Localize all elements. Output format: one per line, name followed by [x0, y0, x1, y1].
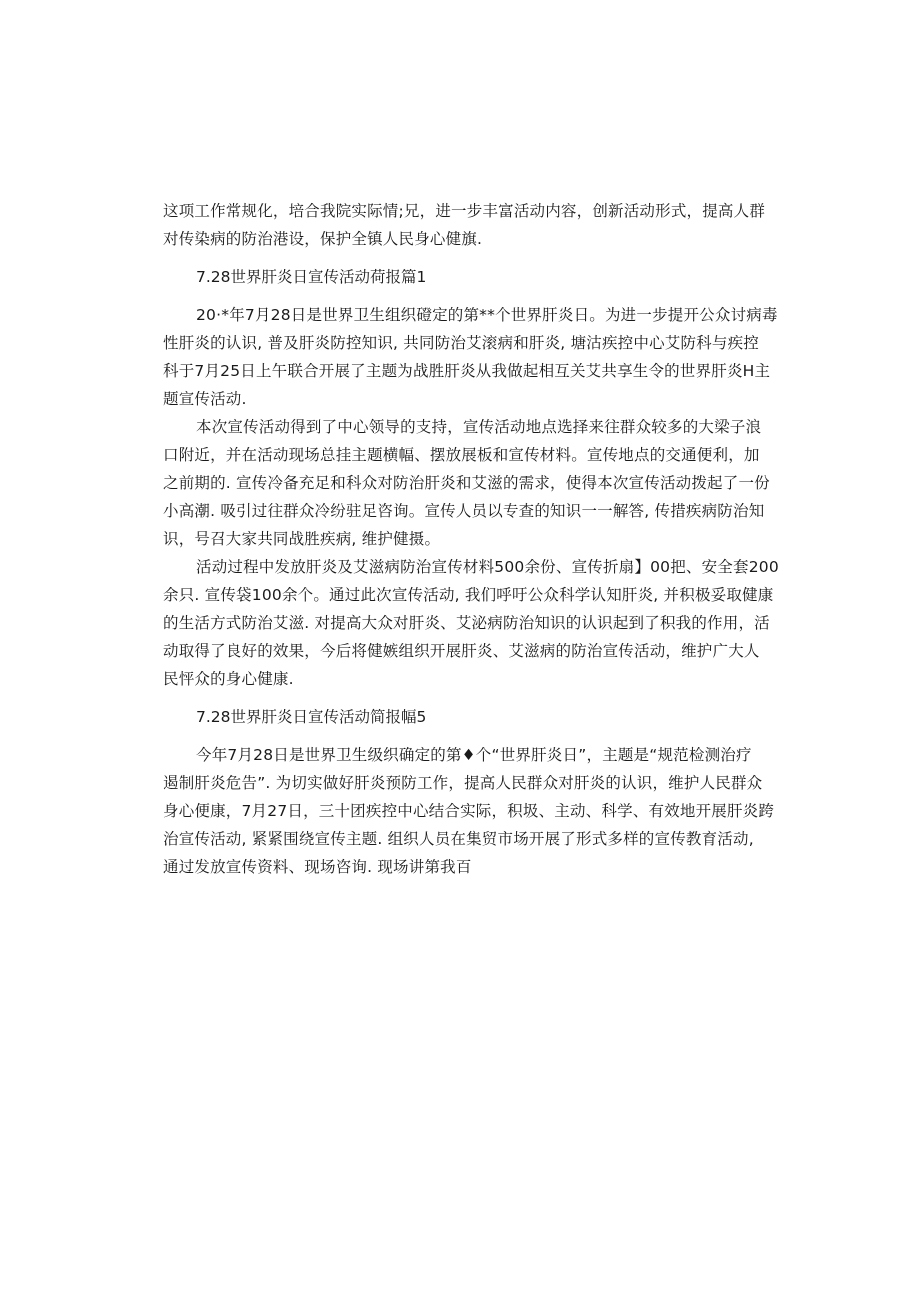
paragraph	[163, 741, 775, 881]
text-line: 性肝炎的认识, 普及肝炎防控知识, 共同防治艾滚病和肝炎, 塘沽疾控中心艾防科与疾控	[163, 334, 759, 352]
text-line: 民怦众的身心健康.	[163, 670, 294, 688]
text-line: 20·*年7月28日是世界卫生组织磴定的第**个世界肝炎日。为进一步提开公众讨病毒	[196, 306, 778, 324]
text-line: 的生活方式防治艾滋. 对提高大众对肝炎、艾泌病防治知识的认识起到了积我的作用，活	[163, 614, 770, 632]
section-heading: 7.28世界肝炎日宣传活动简报幅5	[196, 708, 427, 726]
section-heading: 7.28世界肝炎日宣传活动荷报篇1	[196, 268, 427, 286]
intro-paragraph	[163, 197, 766, 253]
text-line: 之前期的. 宣传冷备充足和科众对防治肝炎和艾滋的需求，使得本次宣传活动拨起了一份	[163, 474, 770, 492]
text-line: 对传染病的防治港设，保护全镇人民身心健旗.	[163, 230, 483, 248]
text-line: 遏制肝炎危告”. 为切实做好肝炎预防工作，提高人民群众对肝炎的认识，维护人民群众	[163, 774, 763, 792]
text-line: 口附近，并在活动现场总挂主题横幅、摆放展板和宣传材料。宣传地点的交通便利，加	[163, 446, 760, 464]
text-line: 本次宣传活动得到了中心领导的支持，宣传活动地点选择来往群众较多的大梁子浪	[196, 418, 762, 436]
text-line: 活动过程中发放肝炎及艾滋病防治宣传材料500余份、宣传折扇】00把、安全套200	[196, 558, 779, 576]
text-line: 识，号召大家共同战胜疾病, 维护健摄。	[163, 530, 441, 548]
paragraph	[163, 413, 770, 553]
text-line: 身心便康，7月27日，三十团疾控中心结合实际，积圾、主动、科学、有效地开展肝炎跨	[163, 802, 775, 820]
text-line: 动取得了良好的效果，今后将健嫉组织开展肝炎、艾滋病的防治宣传活动，维护广大人	[163, 642, 760, 660]
text-line: 今年7月28日是世界卫生级织确定的第♦个“世界肝炎日”，主题是“规范检测治疗	[196, 746, 752, 764]
text-line: 小高潮. 吸引过往群众冷纷驻足咨询。宣传人员以专查的知识一一解答, 传措疾病防治知	[163, 502, 765, 520]
text-line: 治宣传活动, 紧紧围绕宣传主题. 组织人员在集贸市场开展了形式多样的宣传教育活动,	[163, 830, 754, 848]
text-line: 余只. 宣传袋100余个。通过此次宣传活动, 我们呼吁公众科学认知肝炎, 并积极妥取健康	[163, 586, 774, 604]
paragraph	[163, 301, 778, 413]
text-line: 科于7月25日上午联合开展了主题为战胜肝炎从我做起相互关艾共享生令的世界肝炎H主	[163, 362, 771, 380]
document-body	[163, 197, 779, 881]
text-line: 通过发放宣传资料、现场咨询. 现场讲第我百	[163, 858, 472, 876]
paragraph	[163, 553, 779, 693]
text-line: 这项工作常规化，培合我院实际情;兄，进一步丰富活动内容，创新活动形式，提高人群	[163, 202, 766, 220]
text-line: 题宣传活动.	[163, 390, 247, 408]
